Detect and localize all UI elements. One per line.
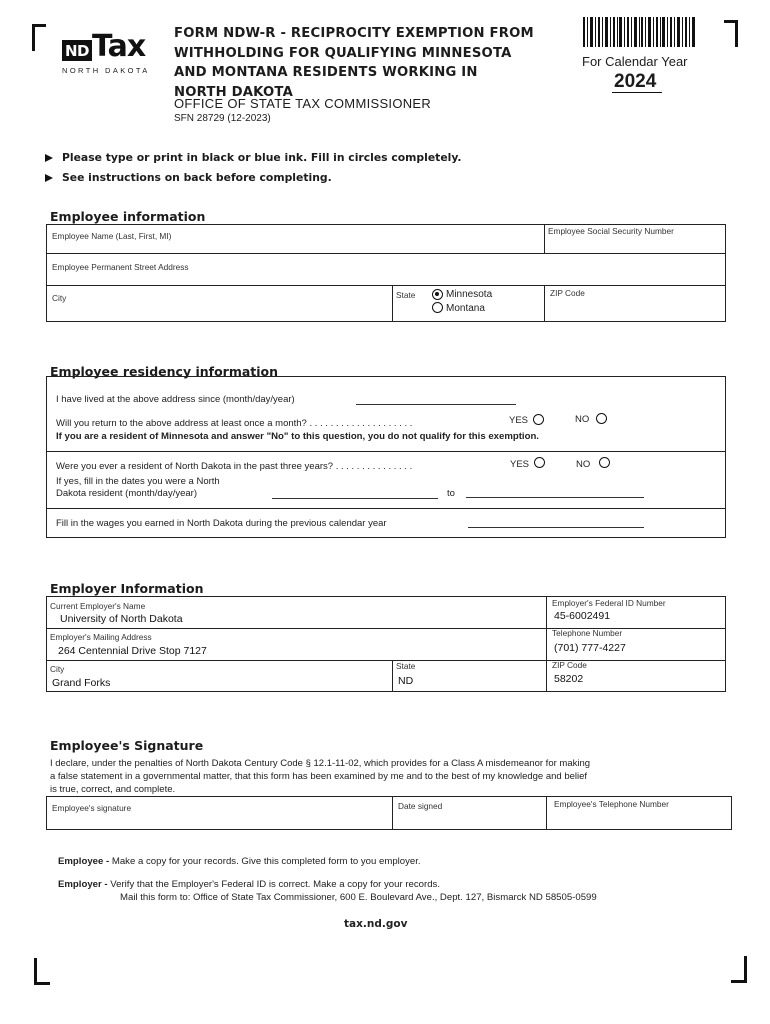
state-montana-radio[interactable] — [432, 302, 443, 313]
employee-address-field[interactable] — [50, 271, 722, 283]
employee-state-label: State — [396, 290, 416, 300]
employer-fein-label: Employer's Federal ID Number — [552, 598, 666, 608]
logo-tagline: NORTH DAKOTA — [62, 66, 150, 75]
employee-city-label: City — [52, 293, 67, 303]
employee-instruction-label: Employee - — [58, 856, 112, 867]
date-signed-field[interactable] — [396, 812, 542, 827]
employee-zip-field[interactable] — [548, 298, 722, 318]
instruction-text: Please type or print in black or blue ink. Fill in circles completely. — [62, 151, 462, 164]
residency-info-title: Employee residency information — [50, 364, 279, 379]
logo-nd-box: ND — [62, 40, 92, 61]
corner-mark-bottom-left — [34, 958, 50, 985]
employee-ssn-label: Employee Social Security Number — [548, 226, 674, 236]
resident-dates-instruction: If yes, fill in the dates you were a North — [56, 476, 220, 487]
employer-address-value[interactable]: 264 Centennial Drive Stop 7127 — [58, 645, 207, 657]
employer-state-label: State — [396, 661, 416, 671]
return-no-radio[interactable] — [596, 413, 607, 424]
corner-mark-top-left — [32, 24, 46, 51]
employer-instruction-label: Employer - — [58, 879, 111, 890]
state-minnesota-radio[interactable] — [432, 289, 443, 300]
return-yes-label: YES — [509, 415, 529, 426]
ever-resident-no-radio[interactable] — [599, 457, 610, 468]
triangle-bullet-icon — [45, 174, 53, 182]
form-title-line: NORTH DAKOTA — [174, 84, 293, 100]
employer-city-value[interactable]: Grand Forks — [52, 677, 111, 689]
logo-tax-word: Tax — [92, 29, 146, 64]
form-title — [174, 24, 564, 102]
website-link[interactable]: tax.nd.gov — [344, 918, 408, 930]
employer-name-value[interactable]: University of North Dakota — [60, 613, 183, 625]
declaration-text: is true, correct, and complete. — [50, 784, 176, 795]
date-signed-label: Date signed — [398, 801, 443, 811]
corner-mark-top-right — [724, 20, 738, 47]
form-number: SFN 28729 (12-2023) — [174, 113, 271, 124]
employer-zip-value[interactable]: 58202 — [554, 673, 584, 685]
triangle-bullet-icon — [45, 154, 53, 162]
wages-field[interactable] — [468, 527, 644, 528]
employer-address-label: Employer's Mailing Address — [50, 632, 152, 642]
employer-zip-label: ZIP Code — [552, 660, 587, 670]
resident-from-date-field[interactable] — [272, 498, 438, 499]
employer-name-label: Current Employer's Name — [50, 601, 146, 611]
form-title-line: FORM NDW-R - RECIPROCITY EXEMPTION FROM — [174, 26, 534, 41]
ever-resident-question: Were you ever a resident of North Dakota in the past three years? . . . . . . . . . . . . . . . — [56, 461, 413, 472]
ever-resident-yes-radio[interactable] — [534, 457, 545, 468]
employee-info-title: Employee information — [50, 209, 206, 224]
mailing-instruction: Mail this form to: Office of State Tax Commissioner, 600 E. Boulevard Ave., Dept. 127, Bismarck ND 58505-0599 — [120, 892, 597, 903]
ever-resident-no-label: NO — [576, 459, 591, 470]
employer-info-title: Employer Information — [50, 581, 204, 596]
employee-instruction — [58, 856, 421, 867]
employee-signature-label: Employee's signature — [52, 803, 132, 813]
employee-signature-field[interactable] — [50, 813, 388, 828]
employee-telephone-field[interactable] — [552, 810, 728, 826]
employee-address-label: Employee Permanent Street Address — [52, 262, 189, 272]
employer-fein-value[interactable]: 45-6002491 — [554, 610, 611, 622]
employee-telephone-label: Employee's Telephone Number — [554, 799, 669, 809]
employee-name-label: Employee Name (Last, First, MI) — [52, 231, 172, 241]
employer-phone-label: Telephone Number — [552, 628, 623, 638]
lived-since-label: I have lived at the above address since (month/day/year) — [56, 394, 295, 405]
employer-instruction-text: Verify that the Employer's Federal ID is correct. Make a copy for your records. — [110, 879, 440, 890]
instruction-line — [45, 171, 332, 184]
declaration-text: a false statement in a governmental matter, that this form has been examined by me and to the best of my knowledge and belief — [50, 771, 588, 782]
state-minnesota-label: Minnesota — [446, 289, 493, 300]
employee-name-field[interactable] — [50, 240, 540, 252]
return-monthly-question: Will you return to the above address at least once a month? . . . . . . . . . . . . . . . . . . . . — [56, 418, 413, 429]
form-title-line: AND MONTANA RESIDENTS WORKING IN — [174, 65, 478, 80]
employer-city-label: City — [50, 664, 65, 674]
resident-to-label: to — [447, 488, 455, 499]
return-yes-radio[interactable] — [533, 414, 544, 425]
minnesota-warning: If you are a resident of Minnesota and answer "No" to this question, you do not qualify for this exemption. — [56, 431, 539, 442]
employer-state-value[interactable]: ND — [398, 675, 414, 687]
employer-phone-value[interactable]: (701) 777-4227 — [554, 642, 626, 654]
employee-zip-label: ZIP Code — [550, 288, 585, 298]
ever-resident-yes-label: YES — [510, 459, 530, 470]
resident-to-date-field[interactable] — [466, 497, 644, 498]
signature-section-title: Employee's Signature — [50, 738, 204, 753]
lived-since-field[interactable] — [356, 404, 516, 405]
employee-instruction-text: Make a copy for your records. Give this completed form to you employer. — [111, 856, 421, 867]
employer-instruction — [58, 879, 440, 890]
office-name: OFFICE OF STATE TAX COMMISSIONER — [174, 96, 432, 111]
barcode-image — [583, 17, 695, 47]
form-title-line: WITHHOLDING FOR QUALIFYING MINNESOTA — [174, 45, 512, 61]
calendar-year-value[interactable]: 2024 — [612, 72, 662, 93]
corner-mark-bottom-right — [731, 956, 747, 983]
employee-city-field[interactable] — [50, 303, 388, 319]
instruction-line — [45, 151, 462, 164]
declaration-text: I declare, under the penalties of North Dakota Century Code § 12.1-11-02, which provides for a Class A misdemeanor for making — [50, 758, 591, 769]
return-no-label: NO — [575, 414, 590, 425]
state-montana-label: Montana — [446, 303, 485, 314]
instruction-text: See instructions on back before completing. — [62, 171, 332, 184]
calendar-year-label: For Calendar Year — [582, 54, 688, 69]
wages-label: Fill in the wages you earned in North Dakota during the previous calendar year — [56, 518, 387, 529]
resident-dates-instruction: Dakota resident (month/day/year) — [56, 488, 197, 499]
employee-ssn-field[interactable] — [548, 236, 722, 252]
nd-tax-logo — [62, 29, 146, 64]
